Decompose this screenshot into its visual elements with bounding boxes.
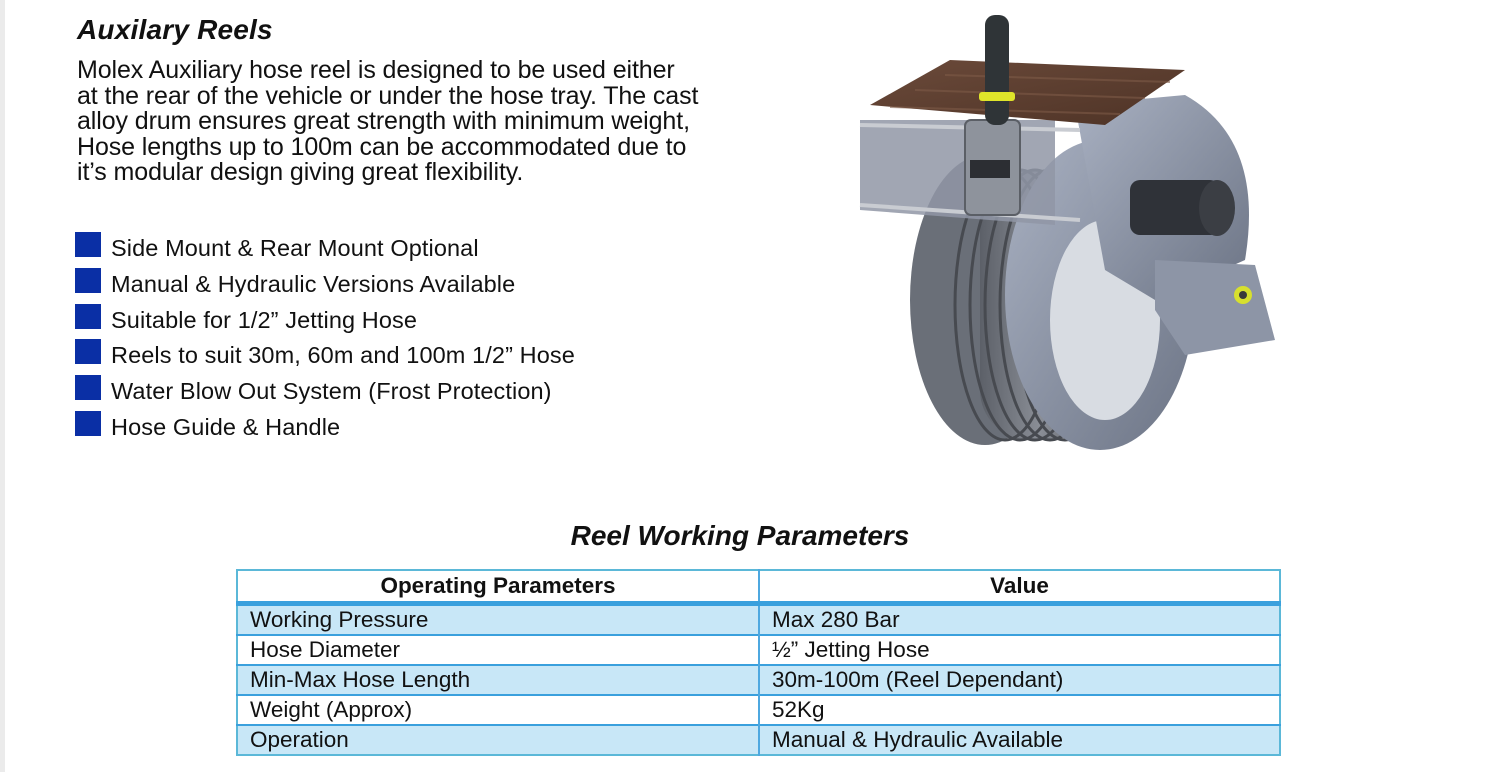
square-bullet-icon [75,232,101,257]
parameter-cell: Working Pressure [237,604,759,636]
feature-text: Reels to suit 30m, 60m and 100m 1/2” Hose [111,342,575,369]
parameter-cell: Hose Diameter [237,635,759,665]
column-header: Operating Parameters [237,570,759,604]
feature-text: Suitable for 1/2” Jetting Hose [111,306,418,333]
intro-line: at the rear of the vehicle or under the hose tray. The cast [77,81,699,110]
intro-line: alloy drum ensures great strength with minimum weight, [77,107,690,135]
square-bullet-icon [75,268,101,293]
feature-text: Side Mount & Rear Mount Optional [111,235,479,261]
intro-line: Molex Auxiliary hose reel is designed to be used either [77,56,675,84]
feature-item [75,304,575,340]
table-row [237,695,1280,725]
square-bullet-icon [75,375,101,400]
value-cell: Max 280 Bar [759,604,1280,636]
column-header: Value [759,570,1280,604]
feature-text: Hose Guide & Handle [111,413,341,440]
feature-text: Water Blow Out System (Frost Protection) [111,378,552,405]
table-title: Reel Working Parameters [570,520,910,551]
page-edge-strip [0,0,5,772]
value-cell: 52Kg [759,695,1280,725]
table-row [237,604,1280,636]
feature-list [75,232,575,447]
parameter-cell: Weight (Approx) [237,695,759,725]
square-bullet-icon [75,411,101,436]
parameter-cell: Min-Max Hose Length [237,665,759,695]
intro-line: Hose lengths up to 100m can be accommodated due to [77,132,687,161]
hose-reel-product-image [855,10,1285,450]
square-bullet-icon [75,304,101,329]
value-cell: ½” Jetting Hose [759,635,1280,665]
value-cell: 30m-100m (Reel Dependant) [759,665,1280,695]
square-bullet-icon [75,339,101,364]
page-title: Auxilary Reels [77,14,273,45]
table-row [237,635,1280,665]
table-header-row [237,570,1280,604]
table-row [237,665,1280,695]
feature-item [75,339,575,375]
feature-item [75,268,575,304]
feature-item [75,411,575,447]
feature-item [75,232,575,268]
parameters-table [236,569,1281,756]
intro-paragraph [77,58,797,186]
intro-line: it’s modular design giving great flexibility. [77,158,524,186]
feature-item [75,375,575,411]
feature-text: Manual & Hydraulic Versions Available [111,270,516,297]
table-row [237,725,1280,755]
parameter-cell: Operation [237,725,759,755]
value-cell: Manual & Hydraulic Available [759,725,1280,755]
